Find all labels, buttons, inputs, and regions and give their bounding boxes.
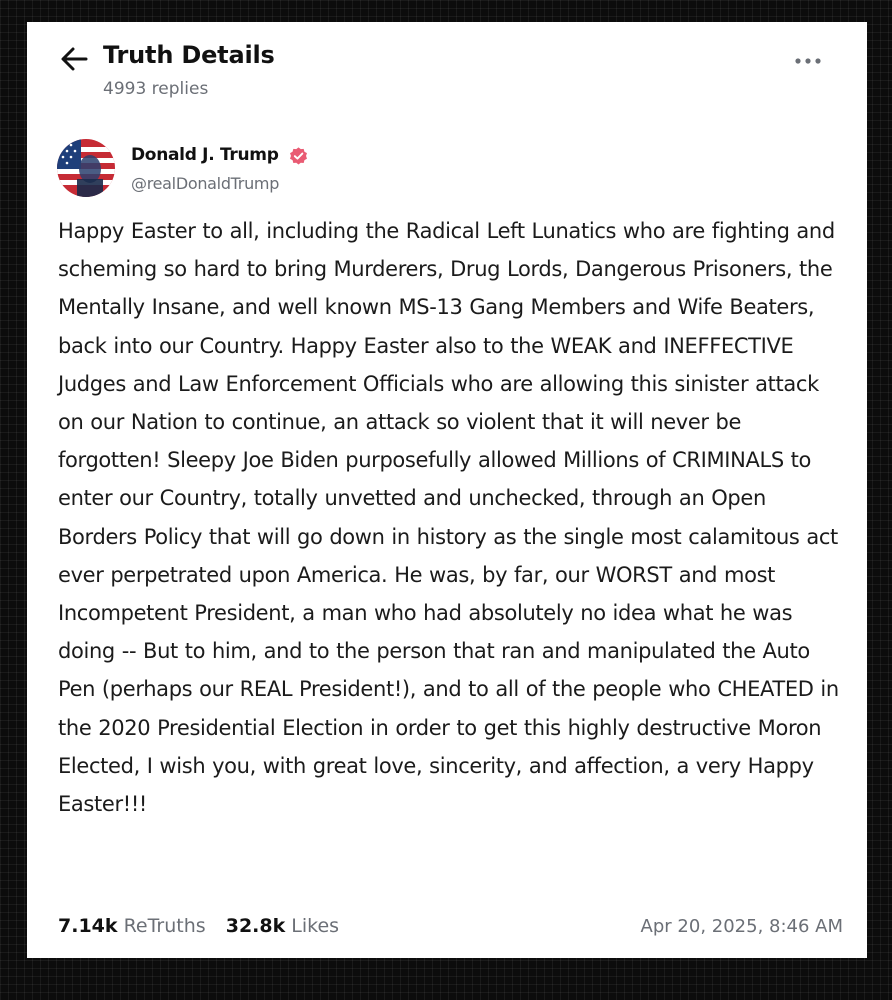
arrow-left-icon[interactable] <box>59 46 89 72</box>
likes-stat[interactable] <box>226 915 339 937</box>
engagement-stats <box>58 915 353 937</box>
author-name[interactable]: Donald J. Trump <box>131 145 279 165</box>
reply-count: 4993 replies <box>103 79 209 99</box>
avatar-image <box>57 139 115 197</box>
retruths-label: ReTruths <box>123 915 206 937</box>
retruths-count: 7.14k <box>58 915 118 937</box>
author-handle[interactable]: @realDonaldTrump <box>131 174 280 193</box>
verified-badge-icon <box>288 146 309 167</box>
page-title: Truth Details <box>103 41 275 69</box>
likes-label: Likes <box>291 915 340 937</box>
header <box>27 22 867 142</box>
retruths-stat[interactable] <box>58 915 206 937</box>
post-text: Happy Easter to all, including the Radical Left Lunatics who are fighting and scheming so hard to bring Murderers, Drug Lords, Dangerous Prisoners, the Mentally Insane, and well known MS-13 Gang Members and Wife Beaters, back into our Country. Happy Easter also to the WEAK and INEFFECTIVE Judges and Law Enforcement Officials who are allowing this sinister attack on our Nation to continue, an attack so violent that it will never be forgotten! Sleepy Joe Biden purposefully allowed Millions of CRIMINALS to enter our Country, totally unvetted and unchecked, through an Open Borders Policy that will go down in history as the single most calamitous act ever perpetrated upon America. He was, by far, our WORST and most Incompetent President, a man who had absolutely no idea what he was doing -- But to him, and to the person that ran and manipulated the Auto Pen (perhaps our REAL President!), and to all of the people who CHEATED in the 2020 Presidential Election in order to get this highly destructive Moron Elected, I wish you, with great love, sincerity, and affection, a very Happy Easter!!! <box>58 219 839 817</box>
avatar[interactable] <box>57 139 115 197</box>
more-horizontal-icon[interactable] <box>793 56 823 66</box>
likes-count: 32.8k <box>225 915 286 937</box>
truth-detail-card <box>27 22 867 958</box>
post-timestamp: Apr 20, 2025, 8:46 AM <box>640 916 843 937</box>
